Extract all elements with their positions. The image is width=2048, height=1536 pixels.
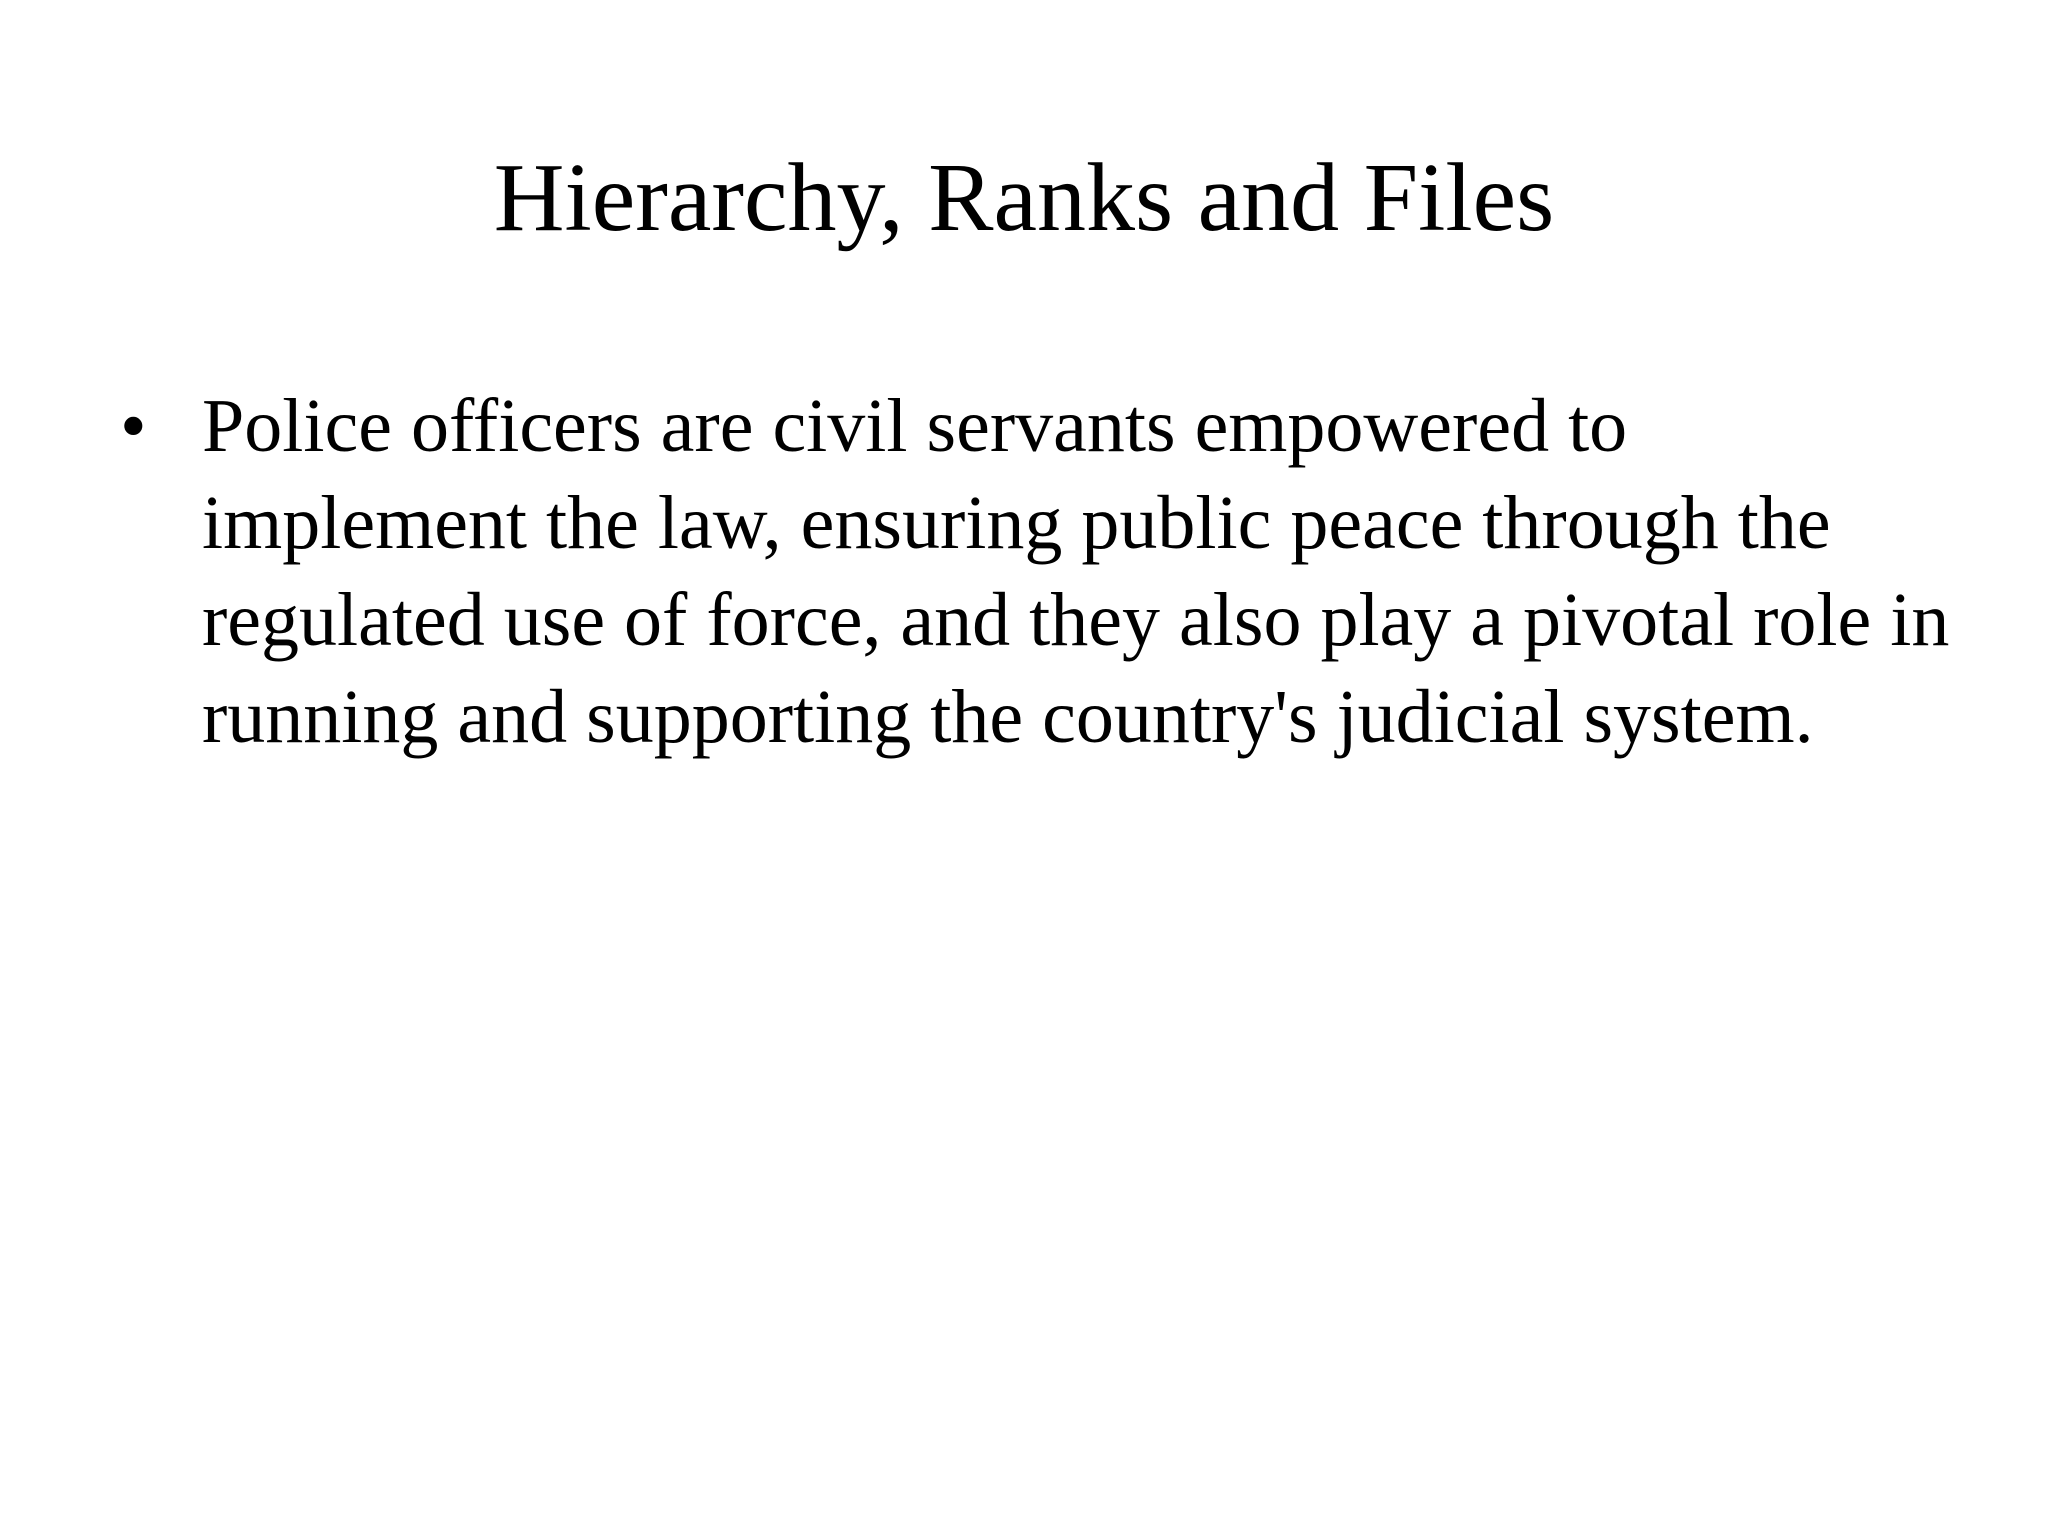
bullet-text: Police officers are civil servants empowered to implement the law, ensuring public peace through the regulated use of force, and they also play a pivotal role in running and supporting the country's judicial system. <box>202 384 1950 759</box>
bullet-item <box>120 378 1950 766</box>
bullet-list <box>120 378 1950 766</box>
slide-title: Hierarchy, Ranks and Files <box>493 144 1555 252</box>
bullet-marker: • <box>120 384 147 468</box>
